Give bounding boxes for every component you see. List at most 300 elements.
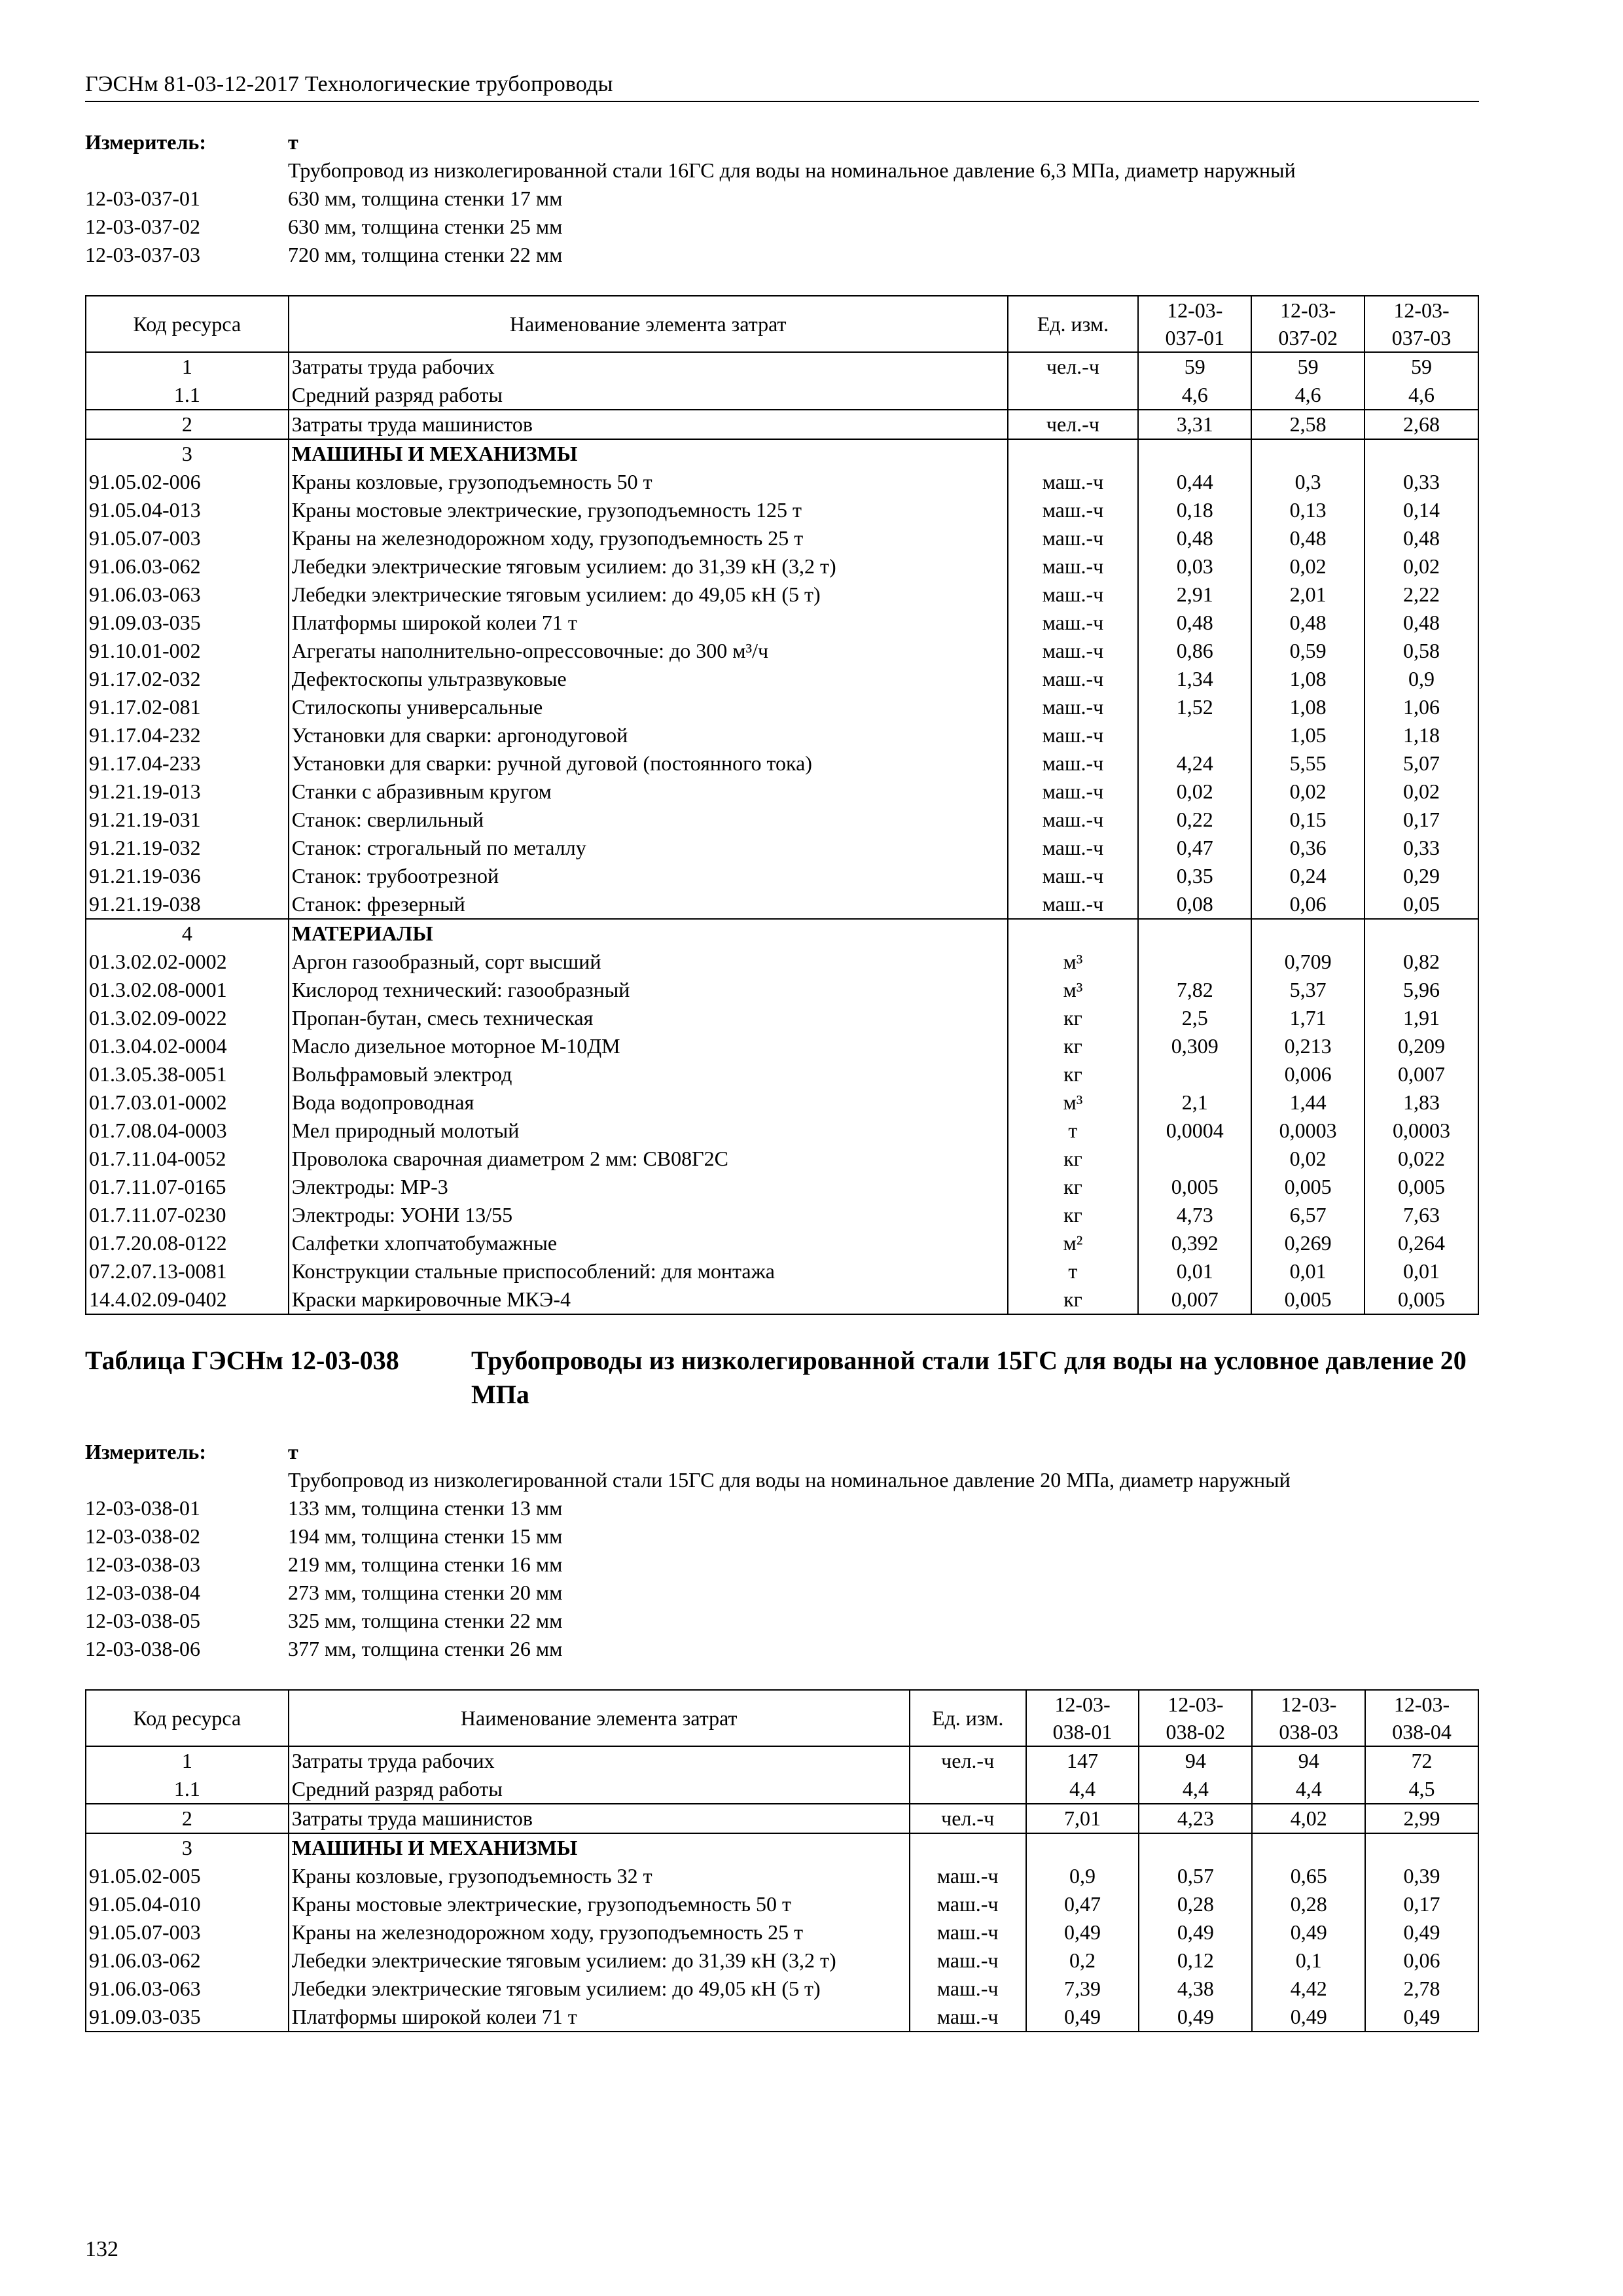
resource-unit: кг xyxy=(1008,1201,1139,1229)
resource-name: Затраты труда машинистов xyxy=(289,410,1008,439)
norm-value: 0,02 xyxy=(1251,1145,1364,1173)
resource-name: Станок: трубоотрезной xyxy=(289,862,1008,890)
table-row xyxy=(86,976,1478,1004)
norm-value: 0,39 xyxy=(1365,1862,1478,1890)
resource-code: 91.17.04-233 xyxy=(86,749,289,778)
resource-unit: чел.-ч xyxy=(910,1746,1026,1775)
measure-block-1 xyxy=(85,128,1479,269)
norm-value: 4,4 xyxy=(1139,1775,1252,1804)
norm-value: 0,29 xyxy=(1364,862,1478,890)
running-header: ГЭСНм 81-03-12-2017 Технологические трубопроводы xyxy=(85,72,1479,102)
item-text: 630 мм, толщина стенки 17 мм xyxy=(288,187,563,210)
resource-name: Салфетки хлопчатобумажные xyxy=(289,1229,1008,1257)
table-row xyxy=(86,1285,1478,1314)
norm-value: 2,58 xyxy=(1251,410,1364,439)
norm-value: 0,44 xyxy=(1138,468,1251,496)
norm-value: 0,269 xyxy=(1251,1229,1364,1257)
resource-code: 1 xyxy=(86,352,289,381)
norm-value: 94 xyxy=(1252,1746,1365,1775)
resource-unit: м² xyxy=(1008,1229,1139,1257)
norm-value: 0,49 xyxy=(1026,1918,1139,1946)
resource-unit: маш.-ч xyxy=(1008,552,1139,581)
norm-value: 3,31 xyxy=(1138,410,1251,439)
resource-name: Затраты труда машинистов xyxy=(289,1804,910,1833)
resource-code: 01.3.02.02-0002 xyxy=(86,948,289,976)
column-header-line: 12-03- xyxy=(1168,1693,1224,1716)
resource-name: Затраты труда рабочих xyxy=(289,1746,910,1775)
resource-code: 1.1 xyxy=(86,1775,289,1804)
norm-value: 0,005 xyxy=(1364,1173,1478,1201)
norm-value: 0,264 xyxy=(1364,1229,1478,1257)
norm-value: 0,49 xyxy=(1139,1918,1252,1946)
norm-value xyxy=(1364,439,1478,468)
resource-unit: маш.-ч xyxy=(1008,778,1139,806)
resource-name: Стилоскопы универсальные xyxy=(289,693,1008,721)
norm-value: 0,02 xyxy=(1138,778,1251,806)
norm-value: 0,22 xyxy=(1138,806,1251,834)
measure-label: Измеритель: xyxy=(85,1440,206,1463)
column-header-line: 037-01 xyxy=(1165,326,1225,350)
item-text: 630 мм, толщина стенки 25 мм xyxy=(288,215,563,238)
norm-value: 0,309 xyxy=(1138,1032,1251,1060)
table-row xyxy=(86,778,1478,806)
measure-item xyxy=(85,1522,1479,1551)
norm-value xyxy=(1364,919,1478,948)
resource-unit: маш.-ч xyxy=(910,1918,1026,1946)
table-row xyxy=(86,948,1478,976)
resource-name: Краны на железнодорожном ходу, грузоподъемность 25 т xyxy=(289,1918,910,1946)
resource-code: 01.7.08.04-0003 xyxy=(86,1117,289,1145)
norm-value: 0,022 xyxy=(1364,1145,1478,1173)
resource-unit: маш.-ч xyxy=(910,1890,1026,1918)
resource-unit: маш.-ч xyxy=(1008,721,1139,749)
norm-value: 0,33 xyxy=(1364,834,1478,862)
resource-name: Установки для сварки: ручной дуговой (постоянного тока) xyxy=(289,749,1008,778)
resource-code: 91.06.03-063 xyxy=(86,1975,289,2003)
resource-code: 91.10.01-002 xyxy=(86,637,289,665)
norm-value: 2,5 xyxy=(1138,1004,1251,1032)
measure-item xyxy=(85,1494,1479,1522)
resource-name: Краны мостовые электрические, грузоподъемность 50 т xyxy=(289,1890,910,1918)
resource-code: 01.7.20.08-0122 xyxy=(86,1229,289,1257)
table-row xyxy=(86,1032,1478,1060)
resource-unit xyxy=(1008,381,1139,410)
resource-name: Пропан-бутан, смесь техническая xyxy=(289,1004,1008,1032)
resource-code: 91.21.19-013 xyxy=(86,778,289,806)
resource-unit: кг xyxy=(1008,1173,1139,1201)
column-header-line: 037-02 xyxy=(1278,326,1338,350)
norm-value: 0,49 xyxy=(1139,2003,1252,2032)
norm-value: 0,48 xyxy=(1138,609,1251,637)
column-header-norm xyxy=(1139,1690,1252,1746)
measure-description: Трубопровод из низколегированной стали 15ГС для воды на номинальное давление 20 МПа, диаметр наружный xyxy=(288,1468,1291,1492)
norm-value: 0,02 xyxy=(1364,552,1478,581)
resource-code: 01.3.05.38-0051 xyxy=(86,1060,289,1088)
table-row xyxy=(86,352,1478,381)
resource-code: 91.05.04-013 xyxy=(86,496,289,524)
norm-value: 0,35 xyxy=(1138,862,1251,890)
norm-value: 0,005 xyxy=(1251,1173,1364,1201)
resource-unit: маш.-ч xyxy=(1008,890,1139,919)
norm-value: 1,44 xyxy=(1251,1088,1364,1117)
resource-name: Станки с абразивным кругом xyxy=(289,778,1008,806)
resource-unit: кг xyxy=(1008,1145,1139,1173)
norm-value: 0,15 xyxy=(1251,806,1364,834)
norm-value xyxy=(1138,721,1251,749)
resource-name: Платформы широкой колеи 71 т xyxy=(289,2003,910,2032)
column-header-line: 12-03- xyxy=(1279,298,1336,322)
norm-value: 0,05 xyxy=(1364,890,1478,919)
norm-value: 0,48 xyxy=(1251,524,1364,552)
norm-value: 6,57 xyxy=(1251,1201,1364,1229)
resource-name: Агрегаты наполнительно-опрессовочные: до 300 м³/ч xyxy=(289,637,1008,665)
resource-unit: т xyxy=(1008,1117,1139,1145)
norm-value: 1,06 xyxy=(1364,693,1478,721)
measure-unit: т xyxy=(288,130,298,154)
table-row xyxy=(86,1918,1478,1946)
measure-item xyxy=(85,1579,1479,1607)
norm-value xyxy=(1251,919,1364,948)
norm-value: 0,709 xyxy=(1251,948,1364,976)
norm-value: 0,49 xyxy=(1026,2003,1139,2032)
column-header-line: 038-03 xyxy=(1279,1720,1339,1744)
table-row xyxy=(86,1975,1478,2003)
resource-code: 1 xyxy=(86,1746,289,1775)
norm-value: 0,06 xyxy=(1251,890,1364,919)
norm-value xyxy=(1138,1060,1251,1088)
norm-value: 0,01 xyxy=(1138,1257,1251,1285)
resource-unit: маш.-ч xyxy=(1008,749,1139,778)
norm-value: 0,17 xyxy=(1364,806,1478,834)
measure-label: Измеритель: xyxy=(85,130,206,154)
table-row xyxy=(86,496,1478,524)
resource-unit: м³ xyxy=(1008,1088,1139,1117)
norm-value: 2,78 xyxy=(1365,1975,1478,2003)
table-row xyxy=(86,1946,1478,1975)
resource-unit: м³ xyxy=(1008,976,1139,1004)
page-number: 132 xyxy=(85,2237,118,2261)
measure-unit: т xyxy=(288,1440,298,1463)
norm-value: 0,006 xyxy=(1251,1060,1364,1088)
resource-unit: маш.-ч xyxy=(1008,665,1139,693)
norm-value: 4,5 xyxy=(1365,1775,1478,1804)
norm-value: 2,1 xyxy=(1138,1088,1251,1117)
resource-name: Вольфрамовый электрод xyxy=(289,1060,1008,1088)
resource-code: 2 xyxy=(86,1804,289,1833)
norm-value: 2,01 xyxy=(1251,581,1364,609)
norm-value: 0,86 xyxy=(1138,637,1251,665)
table-row xyxy=(86,552,1478,581)
norm-value: 1,52 xyxy=(1138,693,1251,721)
table-row xyxy=(86,1088,1478,1117)
norm-value: 0,08 xyxy=(1138,890,1251,919)
norm-value: 59 xyxy=(1251,352,1364,381)
norm-value: 0,48 xyxy=(1138,524,1251,552)
table-row xyxy=(86,581,1478,609)
measure-block-2 xyxy=(85,1438,1479,1663)
measure-item xyxy=(85,241,1479,269)
resource-code: 01.7.11.07-0230 xyxy=(86,1201,289,1229)
norm-value: 0,209 xyxy=(1364,1032,1478,1060)
resource-code: 01.3.02.08-0001 xyxy=(86,976,289,1004)
resource-name: Краны козловые, грузоподъемность 32 т xyxy=(289,1862,910,1890)
resource-name: Лебедки электрические тяговым усилием: до 49,05 кН (5 т) xyxy=(289,581,1008,609)
resource-code: 91.09.03-035 xyxy=(86,609,289,637)
table-row xyxy=(86,1775,1478,1804)
resource-code: 1.1 xyxy=(86,381,289,410)
table-row xyxy=(86,1173,1478,1201)
norm-value: 0,02 xyxy=(1251,778,1364,806)
resource-unit: кг xyxy=(1008,1060,1139,1088)
column-header-line: 037-03 xyxy=(1391,326,1452,350)
resource-name: Затраты труда рабочих xyxy=(289,352,1008,381)
resource-unit: кг xyxy=(1008,1032,1139,1060)
norm-value: 2,99 xyxy=(1365,1804,1478,1833)
norm-value xyxy=(1138,919,1251,948)
norm-value: 0,49 xyxy=(1252,2003,1365,2032)
table-row xyxy=(86,1804,1478,1833)
resource-code: 91.05.02-006 xyxy=(86,468,289,496)
norm-value: 0,392 xyxy=(1138,1229,1251,1257)
resource-table-038 xyxy=(85,1689,1479,2032)
resource-name: Проволока сварочная диаметром 2 мм: СВ08Г2С xyxy=(289,1145,1008,1173)
norm-value: 0,0003 xyxy=(1364,1117,1478,1145)
column-header-line: 12-03- xyxy=(1393,298,1450,322)
norm-value xyxy=(1251,439,1364,468)
column-header-line: 12-03- xyxy=(1167,298,1223,322)
norm-value: 0,59 xyxy=(1251,637,1364,665)
resource-code: 14.4.02.09-0402 xyxy=(86,1285,289,1314)
norm-value: 0,03 xyxy=(1138,552,1251,581)
resource-code: 01.3.02.09-0022 xyxy=(86,1004,289,1032)
norm-value: 0,2 xyxy=(1026,1946,1139,1975)
norm-value: 4,6 xyxy=(1138,381,1251,410)
norm-value: 0,005 xyxy=(1138,1173,1251,1201)
resource-unit: маш.-ч xyxy=(1008,581,1139,609)
item-code: 12-03-038-05 xyxy=(85,1609,200,1632)
resource-code: 91.17.02-081 xyxy=(86,693,289,721)
norm-value: 0,9 xyxy=(1364,665,1478,693)
resource-name: Краны мостовые электрические, грузоподъемность 125 т xyxy=(289,496,1008,524)
column-header-norm xyxy=(1138,296,1251,352)
resource-name: Вода водопроводная xyxy=(289,1088,1008,1117)
resource-name: МАШИНЫ И МЕХАНИЗМЫ xyxy=(289,439,1008,468)
resource-code: 91.05.07-003 xyxy=(86,1918,289,1946)
norm-value: 7,63 xyxy=(1364,1201,1478,1229)
norm-value: 4,73 xyxy=(1138,1201,1251,1229)
norm-value: 2,91 xyxy=(1138,581,1251,609)
table-row xyxy=(86,1060,1478,1088)
norm-value: 0,005 xyxy=(1364,1285,1478,1314)
resource-name: Лебедки электрические тяговым усилием: до 49,05 кН (5 т) xyxy=(289,1975,910,2003)
norm-value xyxy=(1139,1833,1252,1862)
column-header-unit: Ед. изм. xyxy=(1008,296,1139,352)
norm-value: 4,24 xyxy=(1138,749,1251,778)
resource-name: Средний разряд работы xyxy=(289,381,1008,410)
resource-unit: маш.-ч xyxy=(910,2003,1026,2032)
resource-unit: маш.-ч xyxy=(1008,637,1139,665)
table-row xyxy=(86,410,1478,439)
resource-code: 01.7.03.01-0002 xyxy=(86,1088,289,1117)
table-row xyxy=(86,1117,1478,1145)
resource-unit xyxy=(1008,439,1139,468)
resource-unit: маш.-ч xyxy=(910,1946,1026,1975)
resource-unit: т xyxy=(1008,1257,1139,1285)
norm-value: 5,37 xyxy=(1251,976,1364,1004)
column-header-line: 12-03- xyxy=(1393,1693,1450,1716)
resource-code: 91.21.19-031 xyxy=(86,806,289,834)
resource-name: Электроды: МР-3 xyxy=(289,1173,1008,1201)
norm-value: 0,13 xyxy=(1251,496,1364,524)
norm-value: 1,71 xyxy=(1251,1004,1364,1032)
resource-unit xyxy=(910,1775,1026,1804)
norm-value: 0,28 xyxy=(1252,1890,1365,1918)
resource-name: Краны козловые, грузоподъемность 50 т xyxy=(289,468,1008,496)
norm-value: 4,38 xyxy=(1139,1975,1252,2003)
resource-code: 91.09.03-035 xyxy=(86,2003,289,2032)
resource-unit: маш.-ч xyxy=(1008,496,1139,524)
measure-description: Трубопровод из низколегированной стали 16ГС для воды на номинальное давление 6,3 МПа, диаметр наружный xyxy=(288,158,1296,182)
resource-unit: маш.-ч xyxy=(1008,862,1139,890)
column-header-line: 12-03- xyxy=(1054,1693,1111,1716)
norm-value: 0,213 xyxy=(1251,1032,1364,1060)
table-row xyxy=(86,665,1478,693)
norm-value: 0,47 xyxy=(1026,1890,1139,1918)
norm-value: 0,36 xyxy=(1251,834,1364,862)
table-row xyxy=(86,609,1478,637)
resource-unit: маш.-ч xyxy=(1008,834,1139,862)
norm-value: 0,49 xyxy=(1365,1918,1478,1946)
resource-unit xyxy=(910,1833,1026,1862)
resource-name: Станок: сверлильный xyxy=(289,806,1008,834)
norm-value: 0,0003 xyxy=(1251,1117,1364,1145)
column-header-code: Код ресурса xyxy=(86,296,289,352)
table-row xyxy=(86,1257,1478,1285)
resource-name: Платформы широкой колеи 71 т xyxy=(289,609,1008,637)
column-header-name: Наименование элемента затрат xyxy=(289,1690,910,1746)
norm-value: 0,06 xyxy=(1365,1946,1478,1975)
column-header-line: 038-04 xyxy=(1392,1720,1452,1744)
resource-unit xyxy=(1008,919,1139,948)
table-row xyxy=(86,806,1478,834)
table-row xyxy=(86,693,1478,721)
column-header-norm xyxy=(1364,296,1478,352)
resource-name: Кислород технический: газообразный xyxy=(289,976,1008,1004)
resource-code: 91.21.19-038 xyxy=(86,890,289,919)
resource-name: Средний разряд работы xyxy=(289,1775,910,1804)
page xyxy=(85,72,1479,2032)
item-text: 133 мм, толщина стенки 13 мм xyxy=(288,1496,563,1520)
column-header-line: 038-02 xyxy=(1166,1720,1226,1744)
column-header-line: 038-01 xyxy=(1052,1720,1113,1744)
norm-value: 0,57 xyxy=(1139,1862,1252,1890)
norm-value: 1,34 xyxy=(1138,665,1251,693)
measure-item xyxy=(85,1607,1479,1635)
norm-value: 147 xyxy=(1026,1746,1139,1775)
norm-value: 0,82 xyxy=(1364,948,1478,976)
table-row xyxy=(86,1229,1478,1257)
column-header-norm xyxy=(1365,1690,1478,1746)
table-row xyxy=(86,637,1478,665)
norm-value: 0,33 xyxy=(1364,468,1478,496)
norm-value: 0,9 xyxy=(1026,1862,1139,1890)
resource-unit: маш.-ч xyxy=(1008,524,1139,552)
table-row xyxy=(86,834,1478,862)
resource-name: Аргон газообразный, сорт высший xyxy=(289,948,1008,976)
norm-value: 72 xyxy=(1365,1746,1478,1775)
table-row xyxy=(86,468,1478,496)
norm-value: 1,18 xyxy=(1364,721,1478,749)
table-row xyxy=(86,1746,1478,1775)
norm-value: 1,83 xyxy=(1364,1088,1478,1117)
norm-value: 4,42 xyxy=(1252,1975,1365,2003)
resource-name: Лебедки электрические тяговым усилием: до 31,39 кН (3,2 т) xyxy=(289,1946,910,1975)
resource-code: 91.21.19-036 xyxy=(86,862,289,890)
measure-item xyxy=(85,1551,1479,1579)
resource-unit: кг xyxy=(1008,1285,1139,1314)
norm-value: 0,18 xyxy=(1138,496,1251,524)
resource-code: 91.21.19-032 xyxy=(86,834,289,862)
table-row xyxy=(86,1833,1478,1862)
norm-value: 7,82 xyxy=(1138,976,1251,1004)
norm-value: 0,17 xyxy=(1365,1890,1478,1918)
norm-value: 0,24 xyxy=(1251,862,1364,890)
norm-value: 0,007 xyxy=(1138,1285,1251,1314)
resource-name: Конструкции стальные приспособлений: для монтажа xyxy=(289,1257,1008,1285)
norm-value: 0,49 xyxy=(1252,1918,1365,1946)
table-row xyxy=(86,890,1478,919)
column-header-norm xyxy=(1026,1690,1139,1746)
resource-name: Лебедки электрические тяговым усилием: до 31,39 кН (3,2 т) xyxy=(289,552,1008,581)
norm-value: 0,007 xyxy=(1364,1060,1478,1088)
norm-value: 0,14 xyxy=(1364,496,1478,524)
item-text: 273 мм, толщина стенки 20 мм xyxy=(288,1581,563,1604)
norm-value: 0,01 xyxy=(1251,1257,1364,1285)
resource-code: 01.7.11.07-0165 xyxy=(86,1173,289,1201)
resource-code: 3 xyxy=(86,1833,289,1862)
resource-code: 91.05.02-005 xyxy=(86,1862,289,1890)
table-row xyxy=(86,524,1478,552)
table-row xyxy=(86,1004,1478,1032)
item-text: 194 мм, толщина стенки 15 мм xyxy=(288,1524,563,1548)
table-row xyxy=(86,919,1478,948)
norm-value: 5,07 xyxy=(1364,749,1478,778)
resource-code: 91.05.07-003 xyxy=(86,524,289,552)
norm-value: 0,12 xyxy=(1139,1946,1252,1975)
norm-value: 0,48 xyxy=(1364,609,1478,637)
item-code: 12-03-038-04 xyxy=(85,1581,200,1604)
norm-value: 0,28 xyxy=(1139,1890,1252,1918)
norm-value: 5,96 xyxy=(1364,976,1478,1004)
resource-code: 4 xyxy=(86,919,289,948)
resource-code: 91.17.04-232 xyxy=(86,721,289,749)
item-code: 12-03-037-03 xyxy=(85,243,200,266)
norm-value: 1,91 xyxy=(1364,1004,1478,1032)
norm-value: 2,22 xyxy=(1364,581,1478,609)
norm-value xyxy=(1138,439,1251,468)
table-name: Трубопроводы из низколегированной стали 15ГС для воды на условное давление 20 МПа xyxy=(471,1346,1467,1409)
item-text: 377 мм, толщина стенки 26 мм xyxy=(288,1637,563,1660)
resource-name: МАТЕРИАЛЫ xyxy=(289,919,1008,948)
norm-value: 0,0004 xyxy=(1138,1117,1251,1145)
norm-value: 0,47 xyxy=(1138,834,1251,862)
norm-value: 0,58 xyxy=(1364,637,1478,665)
norm-value: 4,4 xyxy=(1252,1775,1365,1804)
resource-code: 3 xyxy=(86,439,289,468)
norm-value: 0,48 xyxy=(1251,609,1364,637)
resource-name: Электроды: УОНИ 13/55 xyxy=(289,1201,1008,1229)
resource-unit: чел.-ч xyxy=(910,1804,1026,1833)
